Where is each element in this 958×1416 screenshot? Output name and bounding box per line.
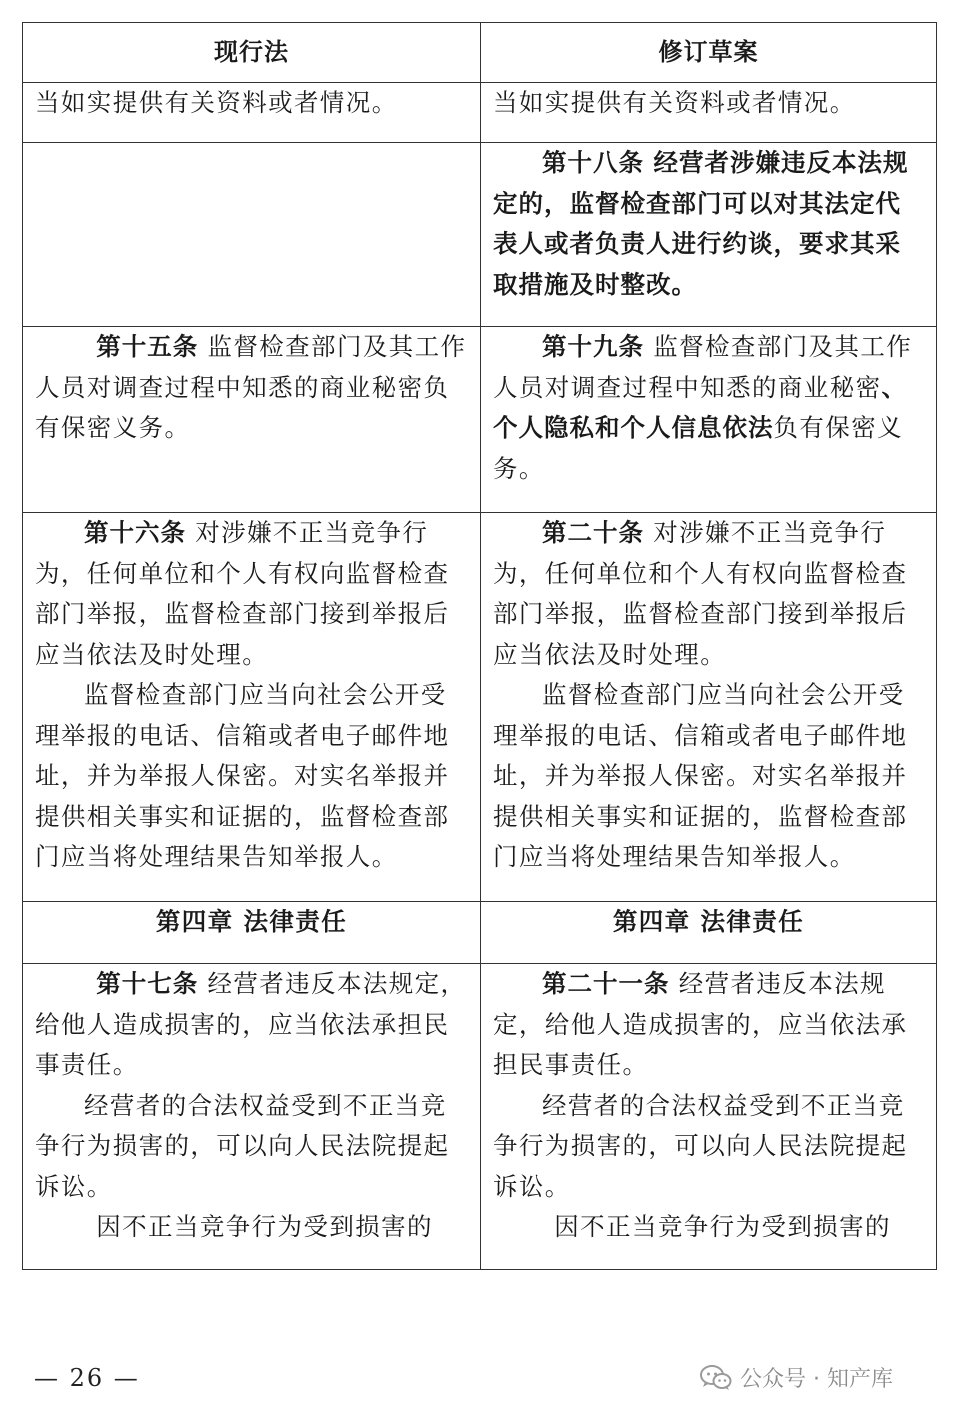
cell-right: [481, 327, 937, 513]
header-row: [23, 23, 937, 83]
wechat-icon: [700, 1364, 732, 1392]
article-paragraph-2: 监督检查部门应当向社会公开受理举报的电话、信箱或者电子邮件地址，并为举报人保密。对实名举报并提供相关事实和证据的，监督检查部门应当将处理结果告知举报人。: [35, 680, 450, 871]
cell-left: [23, 83, 481, 143]
comparison-table: [22, 22, 937, 1270]
cell-left: [23, 513, 481, 902]
cell-left: [23, 327, 481, 513]
article-heading: 第二十一条: [542, 969, 670, 998]
article-body: 对涉嫌不正当竞争行为，任何单位和个人有权向监督检查部门举报，监督检查部门接到举报后应当依法及时处理。: [35, 518, 450, 669]
article-paragraph: [35, 327, 468, 449]
article-paragraph: [493, 964, 924, 1086]
added-text: 、个人隐私和个人信息依法: [493, 372, 907, 442]
table-row: [23, 513, 937, 902]
article-paragraph: [35, 964, 468, 1086]
article-body: 监督检查部门及其工作人员对调查过程中知悉的商业秘密负有保密义务。: [35, 332, 467, 442]
header-revision-draft: 修订草案: [481, 23, 937, 83]
watermark: [700, 1362, 893, 1393]
cell-right: [481, 964, 937, 1270]
article-body: 经营者涉嫌违反本法规定的，监督检查部门可以对其法定代表人或者负责人进行约谈，要求其采取措施及时整改。: [493, 148, 909, 299]
cell-text: 当如实提供有关资料或者情况。: [493, 88, 856, 117]
cell-right: [481, 143, 937, 327]
cell-left: [23, 964, 481, 1270]
article-body: 监督检查部门及其工作人员对调查过程中知悉的商业秘密: [493, 332, 913, 402]
watermark-text: 公众号 · 知产库: [740, 1367, 893, 1392]
article-heading: 第十六条: [84, 518, 186, 547]
article-heading: 第十八条: [542, 148, 644, 177]
chapter-heading-right: 第四章 法律责任: [481, 902, 937, 964]
table-row: [23, 143, 937, 327]
article-body-tail: 负有保密义务。: [493, 413, 903, 483]
cell-right: [481, 83, 937, 143]
article-heading: 第十五条: [96, 332, 199, 361]
chapter-heading-left: 第四章 法律责任: [23, 902, 481, 964]
article-heading: 第十九条: [542, 332, 644, 361]
article-body: 经营者违反本法规定，给他人造成损害的，应当依法承担民事责任。: [35, 969, 467, 1079]
article-18-paragraph: [493, 143, 924, 305]
cell-right: [481, 513, 937, 902]
page-number: — 26 —: [34, 1364, 140, 1392]
cell-left-empty: [23, 143, 481, 327]
article-heading: 第十七条: [96, 969, 199, 998]
cell-text: 当如实提供有关资料或者情况。: [35, 88, 398, 117]
header-current-law: 现行法: [23, 23, 481, 83]
table-row: [23, 964, 937, 1270]
table-row: [23, 83, 937, 143]
table-row: [23, 327, 937, 513]
article-paragraph-2: 经营者的合法权益受到不正当竞争行为损害的，可以向人民法院提起诉讼。: [493, 1090, 908, 1201]
article-paragraph: [493, 327, 924, 489]
article-body: 经营者违反本法规定，给他人造成损害的，应当依法承担民事责任。: [493, 969, 908, 1079]
article-paragraph: [35, 513, 468, 675]
article-paragraph-2: 监督检查部门应当向社会公开受理举报的电话、信箱或者电子邮件地址，并为举报人保密。对实名举报并提供相关事实和证据的，监督检查部门应当将处理结果告知举报人。: [493, 680, 908, 871]
article-body: 对涉嫌不正当竞争行为，任何单位和个人有权向监督检查部门举报，监督检查部门接到举报后应当依法及时处理。: [493, 518, 908, 669]
article-heading: 第二十条: [542, 518, 644, 547]
article-paragraph-2: 经营者的合法权益受到不正当竞争行为损害的，可以向人民法院提起诉讼。: [35, 1090, 450, 1201]
article-paragraph: [493, 513, 924, 675]
chapter-row: [23, 902, 937, 964]
article-paragraph-3: 因不正当竞争行为受到损害的: [554, 1212, 891, 1241]
article-paragraph-3: 因不正当竞争行为受到损害的: [96, 1212, 433, 1241]
